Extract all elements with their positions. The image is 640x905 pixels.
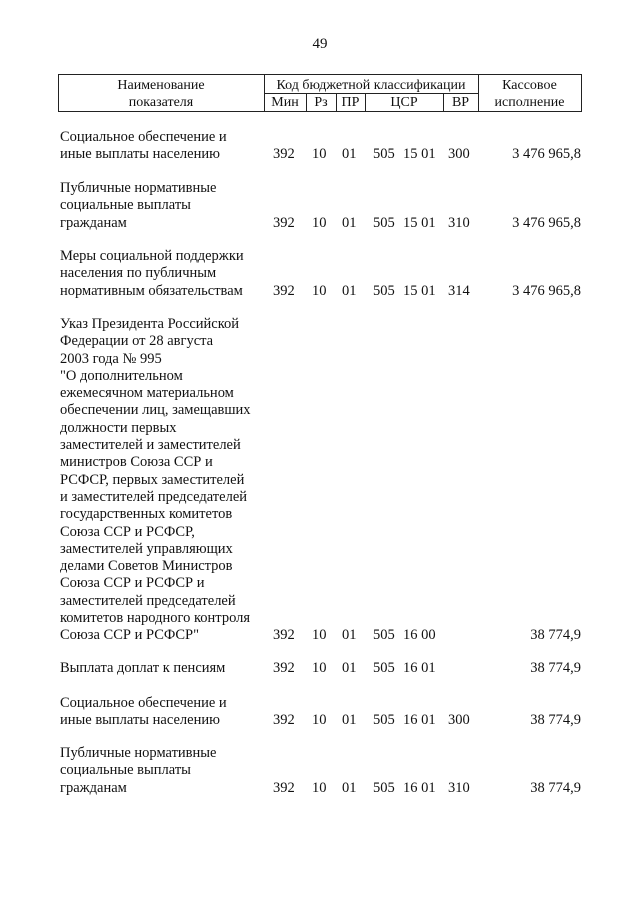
table-row [0,660,640,677]
table-row [0,180,640,232]
row-csr-program: 505 [373,627,395,644]
row-csr-program: 505 [373,214,395,231]
header-code-group: Код бюджетной классификации [276,78,466,93]
header-col-min: Мин [271,95,299,110]
row-csr-item: 16 01 [403,660,436,676]
header-col-vr: ВР [451,95,470,110]
row-min: 392 [273,712,295,729]
header-col-csr: ЦСР [390,95,418,110]
row-vr: 310 [448,214,470,231]
row-name: Меры социальной поддержки населения по публичным нормативным обязательствам [60,248,244,299]
row-min: 392 [273,660,295,676]
table-row [0,248,640,300]
row-amount: 38 774,9 [530,712,581,729]
row-rz: 10 [312,660,327,676]
row-csr-program: 505 [373,779,395,796]
row-csr-program: 505 [373,660,395,676]
row-rz: 10 [312,146,327,163]
header-bottom-border [58,111,582,112]
row-min: 392 [273,282,295,299]
row-name: Социальное обеспечение и иные выплаты населению [60,129,227,163]
row-amount: 3 476 965,8 [512,282,581,299]
row-rz: 10 [312,282,327,299]
row-name: Публичные нормативные социальные выплаты гражданам [60,745,217,796]
row-rz: 10 [312,627,327,644]
row-vr: 314 [448,282,470,299]
row-min: 392 [273,214,295,231]
row-vr: 300 [448,146,470,163]
header-name-line2: показателя [128,95,194,110]
row-csr-item: 15 01 [403,282,436,299]
row-rz: 10 [312,214,327,231]
row-pr: 01 [342,214,357,231]
row-csr-program: 505 [373,282,395,299]
row-amount: 38 774,9 [530,627,581,644]
row-min: 392 [273,627,295,644]
row-pr: 01 [342,146,357,163]
row-min: 392 [273,146,295,163]
row-name: Публичные нормативные социальные выплаты гражданам [60,180,217,231]
header-name-line1: Наименование [117,78,205,93]
row-min: 392 [273,779,295,796]
row-amount: 38 774,9 [530,660,581,676]
header-border-right [581,74,582,112]
table-row [0,316,640,645]
header-col-pr: ПР [341,95,360,110]
row-vr: 300 [448,712,470,729]
row-pr: 01 [342,712,357,729]
row-rz: 10 [312,712,327,729]
table-row [0,745,640,797]
row-name: Выплата доплат к пенсиям [60,660,226,676]
row-pr: 01 [342,282,357,299]
table-row [0,695,640,730]
row-amount: 3 476 965,8 [512,146,581,163]
row-amount: 3 476 965,8 [512,214,581,231]
row-csr-item: 16 01 [403,779,436,796]
row-pr: 01 [342,660,357,676]
row-rz: 10 [312,779,327,796]
row-csr-item: 15 01 [403,146,436,163]
header-col-rz: Рз [314,95,328,110]
row-amount: 38 774,9 [530,779,581,796]
row-pr: 01 [342,779,357,796]
row-name: Указ Президента Российской Федерации от 28 августа 2003 года № 995 "О дополнительном ежемесячном материальном обеспечении лиц, замещавших должности первых заместителей и заместителей министров Союза ССР и РСФСР, первых заместителей и заместителей председателей государственных комитетов Союза ССР и РСФСР, заместителей управляющих делами Советов Министров Союза ССР и РСФСР и заместителей председателей комитетов народного контроля Союза ССР и РСФСР" [60,316,251,644]
row-csr-program: 505 [373,146,395,163]
header-amount-line1: Кассовое [502,78,557,93]
table-row [0,129,640,164]
page-number: 49 [312,36,328,52]
row-pr: 01 [342,627,357,644]
row-csr-item: 16 00 [403,627,436,644]
row-name: Социальное обеспечение и иные выплаты населению [60,695,227,729]
row-csr-item: 15 01 [403,214,436,231]
header-amount-line2: исполнение [494,95,565,110]
row-csr-item: 16 01 [403,712,436,729]
row-vr: 310 [448,779,470,796]
header-top-border [58,74,582,75]
row-csr-program: 505 [373,712,395,729]
